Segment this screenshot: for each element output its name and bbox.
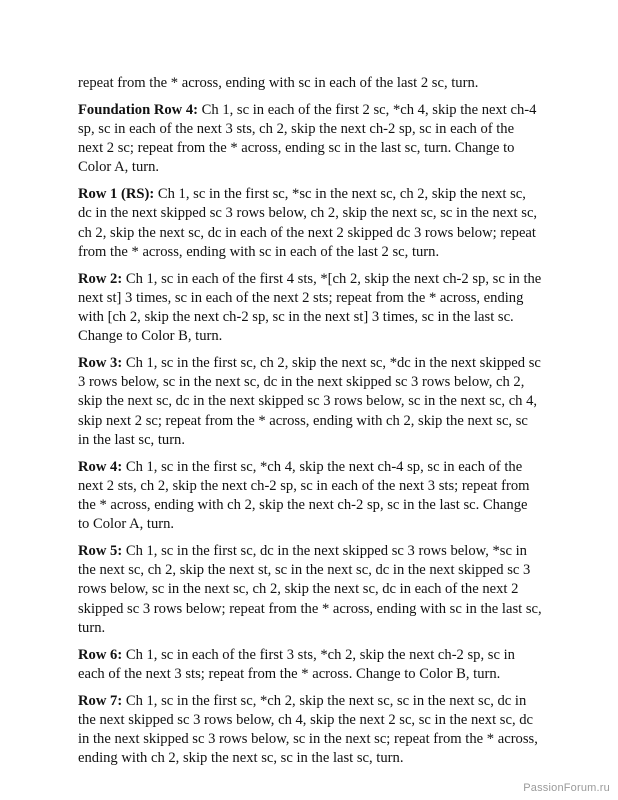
- row-label: Row 1 (RS):: [78, 186, 155, 203]
- paragraph-row-6: [78, 646, 542, 684]
- row-label: Foundation Row 4:: [78, 101, 199, 118]
- row-label: Row 7:: [78, 692, 123, 709]
- paragraph-text: Ch 1, sc in the first sc, ch 2, skip the next sc, *dc in the next skipped sc 3 rows below, sc in the next sc, dc in the next skipped sc 3 rows below, ch 2, skip the next sc, dc in the next skipped sc 3 rows below, sc in the next sc, ch 4, skip next 2 sc; repeat from the * across, ending with ch 2, skip the next sc, sc in the last sc, turn.: [78, 355, 541, 448]
- paragraph-text: Ch 1, sc in each of the first 2 sc, *ch 4, skip the next ch-4 sp, sc in each of the next 3 sts, ch 2, skip the next ch-2 sp, sc in each of the next 2 sc; repeat from the * across, ending sc in the last sc, turn. Change to Color A, turn.: [78, 101, 537, 176]
- row-label: Row 5:: [78, 543, 123, 560]
- paragraph-text: Ch 1, sc in the first sc, dc in the next skipped sc 3 rows below, *sc in the next sc, ch 2, skip the next st, sc in the next sc, dc in the next skipped sc 3 rows below, sc in the next sc, ch 2, skip the next sc, dc in each of the next 2 skipped sc 3 rows below; repeat from the * across, ending with sc in the last sc, turn.: [78, 543, 542, 636]
- paragraph-foundation-row-4: [78, 101, 542, 178]
- paragraph-text: Ch 1, sc in each of the first 3 sts, *ch 2, skip the next ch-2 sp, sc in each of the next 3 sts; repeat from the * across. Change to Color B, turn.: [78, 646, 515, 682]
- paragraph-text: Ch 1, sc in the first sc, *sc in the next sc, ch 2, skip the next sc, dc in the next skipped sc 3 rows below, ch 2, skip the next sc, sc in the next sc, ch 2, skip the next sc, dc in each of the next 2 skipped dc 3 rows below; repeat from the * across, ending with sc in each of the last 2 sc, turn.: [78, 186, 538, 260]
- paragraph-text: Ch 1, sc in the first sc, *ch 2, skip the next sc, sc in the next sc, dc in the next skipped sc 3 rows below, ch 4, skip the next 2 sc, sc in the next sc, dc in the next skipped sc 3 rows below, sc in the next sc; repeat from the * across, ending with ch 2, skip the next sc, sc in the last sc, turn.: [78, 692, 538, 767]
- paragraph-row-7: [78, 692, 542, 769]
- paragraph-text: Ch 1, sc in the first sc, *ch 4, skip the next ch-4 sp, sc in each of the next 2 sts, ch 2, skip the next ch-2 sp, sc in each of the next 3 sts; repeat from the * across, ending with ch 2, skip the next ch-2 sp, sc in the last sc. Change to Color A, turn.: [78, 458, 530, 533]
- paragraph-row-1: [78, 185, 542, 262]
- paragraph-row-3: [78, 354, 542, 450]
- paragraph-row-4: [78, 458, 542, 535]
- paragraph-row-5: [78, 542, 542, 638]
- paragraph-text: repeat from the * across, ending with sc in each of the last 2 sc, turn.: [78, 75, 479, 91]
- row-label: Row 3:: [78, 355, 123, 372]
- row-label: Row 6:: [78, 646, 123, 663]
- row-label: Row 4:: [78, 458, 123, 475]
- paragraph-continued: [78, 74, 542, 93]
- watermark: PassionForum.ru: [523, 782, 610, 794]
- paragraph-text: Ch 1, sc in each of the first 4 sts, *[ch 2, skip the next ch-2 sp, sc in the next st] 3 times, sc in each of the next 2 sts; repeat from the * across, ending with [ch 2, skip the next ch-2 sp, sc in the next st] 3 times, sc in the last sc. Change to Color B, turn.: [78, 270, 542, 345]
- document-page: [78, 74, 542, 776]
- paragraph-row-2: [78, 270, 542, 347]
- row-label: Row 2:: [78, 270, 123, 287]
